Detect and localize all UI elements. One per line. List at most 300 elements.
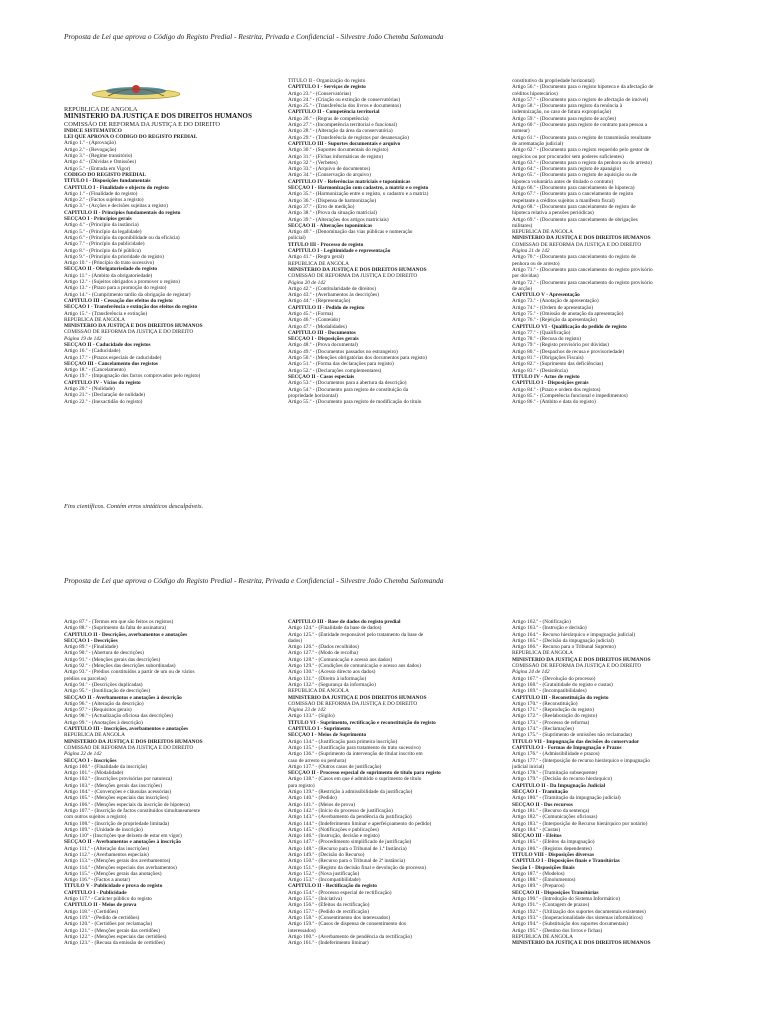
toc-line: REPÚBLICA DE ANGOLA (288, 260, 349, 267)
toc-line: Artigo 139.º - (Restrição à admissibilidade da justificação) (288, 789, 413, 796)
toc-line: SECÇÃO I - Transferência e extinção dos efeitos do registo (64, 304, 198, 311)
page-header: Proposta de Lei que aprova o Código do Registo Predial - Restrita, Privada e Confidencial - Silvestre João Chemba Salomanda (64, 32, 444, 41)
toc-line: CAPÍTULO II - Descrições, averbamentos e anotações (64, 631, 188, 638)
toc-line: Artigo 104.º - (Convenções e cláusulas acessórias) (64, 789, 172, 796)
toc-line: Artigo 78.º - (Recusa do registo) (512, 336, 582, 343)
toc-line: TÍTULO VII - Impugnação das decisões do conservador (512, 738, 640, 745)
toc-line: MINISTÉRIO DA JUSTIÇA E DOS DIREITOS HUMANOS (288, 694, 427, 701)
toc-line: CAPÍTULO III - Suportes documentais e arquivo (288, 140, 401, 147)
toc-line: Artigo 168.º - (Gratuitidade do registo e custas) (512, 681, 613, 688)
toc-line: prédios ou parcelas) (64, 675, 107, 682)
toc-line: CAPÍTULO II - Da Impugnação Judicial (512, 782, 606, 789)
toc-line: TÍTULO IV - Actos de registo (512, 373, 580, 380)
toc-line: SECÇÃO II - Obrigatoriedade do registo (64, 266, 158, 273)
toc-line: Página 22 de 142 (64, 751, 102, 758)
toc-line: Artigo 89.º - (Finalidade) (64, 644, 118, 651)
toc-line: Artigo 162.º - (Notificação) (512, 619, 571, 625)
toc-line: Artigo 42.º - (Contitularidade de direitos) (288, 285, 376, 292)
toc-line: hipoteca relativa a pensões periódicas) (512, 210, 594, 217)
toc-line: Artigo 30.º - (Suportes documentais do registo) (288, 147, 389, 154)
toc-line: Artigo 21.º - (Declaração de nulidade) (64, 392, 146, 399)
toc-line: Artigo 35.º - (Harmonização entre o registo, o cadastro e a matriz) (288, 191, 429, 198)
toc-line: Artigo 45.º - (Forma) (288, 310, 334, 317)
toc-line: constitutivo da propriedade horizontal) (512, 78, 595, 84)
page1-column-1 (64, 80, 276, 460)
toc-line: Artigo 123.º - (Recusa da emissão de certidões) (64, 940, 165, 947)
toc-line: Artigo 127.º - (Modo de recolha) (288, 650, 358, 657)
toc-line: Artigo 134.º - (Justificação para primeira inscrição) (288, 738, 398, 745)
toc-line: Artigo 87.º - (Termos em que são feitos os registos) (64, 619, 174, 625)
toc-line: LEI QUE APROVA O CÓDIGO DO REGISTO PREDIAL (64, 134, 198, 141)
toc-line: nomear) (512, 128, 530, 135)
toc-line: Artigo 60.º - (Documento para registo de contrato para pessoa a (512, 122, 648, 129)
toc-line: Artigo 125.º - (Entidade responsável pelo tratamento da base de (288, 631, 424, 638)
toc-line: Artigo 1.º - (Finalidade do registo) (64, 190, 138, 197)
toc-line: Artigo 61.º - (Documento para o registo de transmissão resultante (512, 134, 652, 141)
toc-line: Artigo 105.º - (Menções especiais das inscrições) (64, 795, 169, 802)
toc-line: Artigo 86.º - (Âmbito e data do registo) (512, 399, 596, 406)
toc-line: policial) (288, 235, 306, 242)
toc-line: Artigo 9.º - (Princípio da prioridade do registo) (64, 253, 164, 260)
toc-line: Artigo 186.º - (Registos dependentes) (512, 845, 592, 852)
toc-line: Artigo 3.º - (Regime transitório) (64, 153, 133, 160)
toc-line: Artigo 95.º - (Inutilização de descrições) (64, 688, 151, 695)
toc-line: Artigo 74.º - (Ordem de apresentação) (512, 304, 594, 311)
toc-line: Artigo 189.º - (Preparos) (512, 883, 565, 890)
toc-line: Artigo 94.º - (Descrições duplicadas) (64, 681, 143, 688)
toc-line: CAPÍTULO IV - Vícios do registo (64, 379, 141, 386)
toc-line: Artigo 31.º - (Fichas informáticas de registo) (288, 153, 384, 160)
toc-line: Artigo 188.º - (Emolumentos) (512, 877, 576, 884)
toc-line: Artigo 164.º - Recurso hierárquico e impugnação judicial) (512, 631, 636, 638)
toc-line: com outros sujeitos a registo) (64, 814, 127, 821)
toc-line: caso de arresto ou penhora) (288, 757, 347, 764)
toc-line: Artigo 59.º - (Documento para registo de acções) (512, 115, 617, 122)
toc-line: Artigo 131.º - (Direito à informação) (288, 675, 367, 682)
toc-line: Artigo 58.º - (Documento para registo da renúncia à (512, 103, 623, 110)
toc-line: interessados) (288, 927, 316, 934)
toc-line: Artigo 69.º - (Documento para cancelamento de obrigações (512, 216, 638, 223)
toc-line: Artigo 122.º - (Menções especiais das certidões) (64, 933, 167, 940)
toc-line: Artigo 76.º - (Rejeição da apresentação) (512, 317, 597, 324)
toc-line: Artigo 181.º - (Recurso da sentença) (512, 807, 590, 814)
toc-line: Artigo 108.º - (Inscrição de propriedade limitada) (64, 820, 170, 827)
toc-line: Artigo 75.º - (Omissão de anotação da apresentação) (512, 310, 624, 317)
toc-line: Artigo 66.º - (Documento para cancelamento de hipoteca) (512, 185, 635, 192)
toc-line: CAPÍTULO II - Pedido de registo (288, 304, 365, 311)
toc-line: Artigo 163.º - (Instrução e decisão) (512, 625, 587, 632)
toc-line: Artigo 174.º - (Reclamações) (512, 726, 574, 733)
toc-line: Artigo 172.º - (Reelaboração do registo) (512, 713, 598, 720)
toc-line: Artigo 99.º - (Anotações à descrição) (64, 719, 143, 726)
toc-line: Artigo 128.º - (Comunicação e acesso aos dados) (288, 656, 393, 663)
toc-line: respeitante a créditos sujeitos a manifesto fiscal) (512, 197, 615, 204)
toc-line: Artigo 145.º - (Notificações e publicações) (288, 826, 379, 833)
toc-line: Artigo 176.º - (Admissibilidade e prazos) (512, 751, 600, 758)
toc-line: SECÇÃO II - Averbamentos e anotações à descrição (64, 694, 182, 701)
toc-line: Artigo 121.º - (Menções gerais das certidões) (64, 927, 160, 934)
toc-line: Artigo 84.º - (Prazo e ordem dos registos) (512, 386, 601, 393)
toc-line: MINISTÉRIO DA JUSTIÇA E DOS DIREITOS HUMANOS (512, 940, 651, 947)
toc-line: Artigo 50.º - (Menções obrigatórias dos documentos para registo) (288, 355, 427, 362)
toc-line: Artigo 133.º - (Sigilo) (288, 713, 335, 720)
toc-line: Secção I - Disposições finais (512, 864, 575, 871)
toc-line: Artigo 103.º - (Menções gerais das inscrições) (64, 782, 162, 789)
toc-line: Página 24 de 142 (512, 669, 550, 676)
toc-line: Artigo 14.º - (Cumprimento tardio da obrigação de registar) (64, 291, 191, 298)
toc-line: Artigo 5.º - (Entrada em Vigor) (64, 165, 131, 172)
toc-line: MINISTÉRIO DA JUSTIÇA E DOS DIREITOS HUMANOS (512, 656, 651, 663)
toc-line: Artigo 90.º - (Abertura de descrições) (64, 650, 144, 657)
toc-line: SECÇÃO I - Inscrições (64, 757, 117, 764)
toc-line: Artigo 34.º - (Conservação do arquivo) (288, 172, 371, 179)
toc-line: SECÇÃO III - Efeitos (512, 833, 562, 840)
toc-line: MINISTÉRIO DA JUSTIÇA E DOS DIREITOS HUMANOS (512, 235, 651, 242)
toc-line: SECÇÃO II - Disposições Transitórias (512, 889, 599, 896)
toc-line: Artigo 4.º - (Princípio da instância) (64, 222, 139, 229)
toc-line: por dúvidas) (512, 273, 539, 280)
toc-line: CAPÍTULO IV - Referências matriciais e toponímicas (288, 178, 411, 185)
toc-line: Página 19 de 142 (64, 335, 102, 342)
toc-line: TÍTULO VI - Suprimento, rectificação e reconstituição do registo (288, 719, 436, 726)
toc-line: TÍTULO I - Disposições fundamentais (64, 178, 151, 185)
toc-line: Artigo 17.º - (Prazos especiais de caducidade) (64, 354, 162, 361)
toc-line: Artigo 194.º - (Substituição dos suportes documentais) (512, 921, 628, 928)
toc-line: Artigo 46.º - (Conteúdo) (288, 317, 340, 324)
toc-line: Artigo 24.º - (Criação ou extinção de conservatórias) (288, 96, 400, 103)
toc-line: Artigo 70.º - (Documento para cancelamento do registo de (512, 254, 636, 261)
toc-line: SECÇÃO II - Caducidade dos registos (64, 341, 151, 348)
toc-line: Artigo 79.º - (Registo provisório por dúvidas) (512, 342, 609, 349)
toc-line: CAPÍTULO II - Princípios fundamentais do registo (64, 209, 181, 216)
page1-column-2 (288, 78, 500, 478)
toc-line: Artigo 180.º - (Tramitação da impugnação judicial) (512, 795, 621, 802)
toc-line: Artigo 161.º - (Indeferimento liminar) (288, 940, 369, 947)
toc-line: Artigo 54.º - (Documento para registo de constituição da (288, 386, 409, 393)
toc-line: Página 23 de 142 (288, 707, 326, 714)
toc-line: CAPÍTULO I - Legitimidade e representação (288, 248, 391, 255)
toc-line: REPÚBLICA DE ANGOLA (512, 650, 573, 657)
toc-line: Artigo 179.º - (Decisão do recurso hierárquico) (512, 776, 613, 783)
toc-line: Artigo 12.º - (Sujeitos obrigados a promover o registo) (64, 279, 180, 286)
toc-line: Artigo 148.º - (Recurso para o Tribunal de 1.ª Instância) (288, 845, 407, 852)
toc-line: TÍTULO V - Publicidade e prova do registo (64, 883, 163, 890)
toc-line: Artigo 167.º - (Devolução do processo) (512, 675, 596, 682)
toc-line: indemnização, no caso de futura expropriação) (512, 109, 612, 116)
toc-line: Artigo 140.º - (Pedido) (288, 795, 337, 802)
toc-line: CAPÍTULO III - Inscrições, averbamentos e anotações (64, 726, 189, 733)
toc-line: Artigo 171.º - (Reprodução do registo) (512, 707, 594, 714)
republic-emblem-logo (88, 80, 184, 102)
page1-column-3-lines (512, 78, 724, 405)
toc-line: Artigo 37.º - (Erro de medição) (288, 203, 355, 210)
toc-line: COMISSÃO DE REFORMA DA JUSTIÇA E DO DIREITO (288, 273, 418, 280)
toc-line: Artigo 190.º - (Introdução do Sistema Informático) (512, 896, 620, 903)
toc-line: Artigo 43.º - (Averbamentos às descrições) (288, 292, 379, 299)
toc-line: Artigo 115.º - (Menções gerais das anotações) (64, 870, 162, 877)
toc-line: Artigo 132.º - (Segurança da informação) (288, 681, 376, 688)
toc-line: Artigo 72.º - (Documento para cancelamento do registo provisório (512, 279, 653, 286)
toc-line: Artigo 22.º - (Inexactidão do registo) (64, 398, 143, 405)
toc-line: créditos hipotecários) (512, 90, 558, 97)
toc-line: SECÇÃO II - Dos recursos (512, 801, 573, 808)
toc-line: CAPÍTULO III - Reconstituição do registo (512, 694, 609, 701)
toc-line: Artigo 4.º - (Dúvidas e Omissões) (64, 159, 136, 166)
toc-line: COMISSÃO DE REFORMA DA JUSTIÇA E DO DIREITO (64, 744, 194, 751)
toc-line: para registo) (288, 782, 315, 789)
toc-line: COMISSÃO DE REFORMA DA JUSTIÇA E DO DIREITO (512, 241, 642, 248)
toc-line: de acção) (512, 285, 533, 292)
toc-line: Artigo 175.º - (Suprimento de omissões não reclamadas) (512, 732, 632, 739)
toc-line: Artigo 126.º - (Dados recolhidos) (288, 644, 359, 651)
toc-line: REPÚBLICA DE ANGOLA (64, 732, 125, 739)
page2-column-3 (512, 619, 724, 1024)
page2-column-3-lines (512, 619, 724, 946)
toc-line: Artigo 165.º - (Decisão da impugnação judicial) (512, 637, 614, 644)
toc-line: MINISTÉRIO DA JUSTIÇA E DOS DIREITOS HUMANOS (64, 113, 252, 121)
toc-line: Página 20 de 142 (288, 279, 326, 286)
toc-line: Artigo 52.º - (Declarações complementares) (288, 367, 382, 374)
toc-line: REPÚBLICA DE ANGOLA (64, 316, 125, 323)
toc-line: Artigo 65.º - (Documento para o registo de aquisição ou de (512, 172, 638, 179)
toc-line: Artigo 18.º - (Cancelamento) (64, 367, 126, 374)
toc-line: Artigo 68.º - (Documento para cancelamento de registo de (512, 203, 636, 210)
toc-line: Artigo 195.º - (Destino dos livros e fichas) (512, 927, 603, 934)
toc-line: Artigo 142.º - (Início do processo de justificação) (288, 807, 393, 814)
toc-line: SECÇÃO III - Cancelamento dos registos (64, 360, 158, 367)
toc-line: Artigo 191.º - (Contagem de prazos) (512, 902, 590, 909)
toc-line: Artigo 83.º - (Desistência) (512, 367, 568, 374)
toc-line: Artigo 135.º - (Justificação para tratamento do trato sucessivo) (288, 744, 421, 751)
toc-line: Artigo 178.º - (Tramitação subsequente) (512, 770, 598, 777)
page1-column-2-lines (288, 78, 500, 405)
toc-line: Artigo 27.º - (Incompetência territorial e funcional) (288, 122, 397, 129)
page2-column-1 (64, 619, 276, 1024)
toc-line: militares) (512, 222, 533, 229)
toc-line: Artigo 150.º - (Recurso para o Tribunal de 2ª instância) (288, 858, 405, 865)
toc-line: Artigo 100.º - (Finalidade da inscrição) (64, 763, 148, 770)
toc-line: Artigo 62.º - (Documento para o registo requerido pelo gestor de (512, 147, 650, 154)
toc-line: SECÇÃO I - Tramitação (512, 789, 568, 796)
toc-line: COMISSÃO DE REFORMA DA JUSTIÇA E DO DIREITO (288, 700, 418, 707)
toc-line: Artigo 63.º - (Documento para o registo da penhora ou do arresto) (512, 159, 652, 166)
toc-line: Artigo 49.º - (Documentos passados no estrangeiro) (288, 348, 398, 355)
toc-line: Artigo 82.º - (Suprimento das deficiências) (512, 361, 604, 368)
toc-line: Artigo 118.º - (Certidões) (64, 908, 119, 915)
page-2 (0, 560, 768, 1024)
toc-line: dados) (288, 637, 303, 644)
page1-column-1-heading (64, 106, 276, 128)
toc-line: CAPÍTULO I - Finalidade e objecto do registo (64, 184, 169, 191)
toc-line: Artigo 136.º - (Suprimento da intervenção de titular inscrito em (288, 751, 423, 758)
toc-line: CAPÍTULO II - Rectificação do registo (288, 883, 377, 890)
toc-line: Artigo 119.º - (Pedido de certidões) (64, 914, 140, 921)
toc-line: Artigo 19.º - (Impugnação dos factos comprovados pelo registo) (64, 373, 201, 380)
toc-line: CAPÍTULO VI - Qualificação do pedido de registo (512, 323, 627, 330)
toc-line: Artigo 92.º - (Menções das descrições subordinadas) (64, 663, 176, 670)
toc-line: Artigo 28.º - (Alteração da área da conservatória) (288, 128, 393, 135)
toc-line: Artigo 25.º - (Transferência dos livros e documentos) (288, 103, 401, 110)
toc-line: TÍTULO II - Organização do registo (288, 78, 366, 84)
toc-line: Artigo 158.º - (Consentimento dos interessados) (288, 914, 390, 921)
toc-line: COMISSÃO DE REFORMA DA JUSTIÇA E DO DIREITO (512, 663, 642, 670)
toc-line: Artigo 91.º - (Menções gerais das descrições) (64, 656, 161, 663)
toc-line: REPÚBLICA DE ANGOLA (512, 229, 573, 236)
toc-line: CAPÍTULO I - Publicidade (64, 889, 127, 896)
toc-line: SECÇÃO II - Processo especial de suprimento de título para registo (288, 770, 441, 777)
toc-line: Artigo 156.º - (Efeitos da rectificação) (288, 902, 370, 909)
toc-line: Artigo 67.º - (Documento para o cancelamento de registo (512, 191, 634, 198)
toc-line: Artigo 159.º - (Casos de dispensa de consentimento dos (288, 921, 407, 928)
toc-line: Artigo 41.º - (Regra geral) (288, 254, 344, 261)
toc-line: Artigo 13.º - (Prazo para a promoção do registo) (64, 285, 167, 292)
toc-line: CAPÍTULO II - Competência territorial (288, 109, 380, 116)
toc-line: Artigo 36.º - (Dispensa de harmonização) (288, 197, 377, 204)
toc-line: Artigo 57.º - (Documento para o registo de afectação de imóvel) (512, 96, 649, 103)
toc-line: Artigo 5.º - (Princípio da legalidade) (64, 228, 142, 235)
toc-line: Artigo 184.º - (Custas) (512, 826, 561, 833)
toc-line: SECÇÃO I - Disposições gerais (288, 336, 359, 343)
toc-line: Artigo 169.º - (Incompatibilidades) (512, 688, 587, 695)
toc-line: Artigo 144.º - (Indeferimento liminar e aperfeiçoamento do pedido) (288, 820, 432, 827)
page-header: Proposta de Lei que aprova o Código do Registo Predial - Restrita, Privada e Confidencial - Silvestre João Chemba Salomanda (64, 576, 444, 585)
toc-line: Artigo 185.º - (Efeitos da impugnação) (512, 839, 595, 846)
toc-line: Artigo 85.º - (Competência funcional e impedimentos) (512, 392, 628, 399)
toc-line: Artigo 154.º - (Processo especial de rectificação) (288, 889, 392, 896)
toc-line: Artigo 26.º - (Regras de competência) (288, 115, 369, 122)
toc-line: COMISSÃO DE REFORMA DA JUSTIÇA E DO DIREITO (64, 120, 220, 128)
toc-line: Artigo 44.º - (Representação) (288, 298, 351, 305)
toc-line: Artigo 48.º - (Prova documental) (288, 342, 358, 349)
toc-line: Artigo 8.º - (Princípio da fé pública) (64, 247, 141, 254)
toc-line: Artigo 56.º - (Documento para o registo hipoteca e da afectação de (512, 84, 654, 91)
toc-line: Artigo 11.º - (Âmbito da obrigatoriedade) (64, 272, 153, 279)
toc-line: de arrematação judicial) (512, 140, 564, 147)
toc-line: Artigo 143.º - (Averbamento da pendência da justificação) (288, 814, 412, 821)
toc-line: negócios ou por procurador sem poderes suficientes) (512, 153, 624, 160)
page1-column-3 (512, 78, 724, 478)
toc-line: Artigo 149.º - (Decisão do Recurso) (288, 851, 365, 858)
toc-line: CAPÍTULO I - Suprimento (288, 726, 351, 733)
toc-line: Artigo 153.º - (Incompatibilidade) (288, 877, 361, 884)
toc-line: SECÇÃO II - Alterações toponímicas (288, 222, 373, 229)
toc-line: Artigo 93.º - (Prédios constituídos a partir de um ou de vários (64, 669, 195, 676)
toc-line: Artigo 116.º - (Factos a anotar) (64, 877, 130, 884)
toc-line: Artigo 173.º - (Processo de reforma) (512, 719, 590, 726)
toc-line: Artigo 109.º - (Unidade de inscrição) (64, 826, 143, 833)
toc-line: Artigo 111.º - (Alteração das inscrições) (64, 845, 150, 852)
toc-line: Artigo 33.º - (Arquivo de documentos) (288, 166, 371, 173)
toc-line: Artigo 112.º - (Averbamentos especiais) (64, 851, 149, 858)
toc-line: SECÇÃO I - Descrições (64, 637, 118, 644)
toc-line: Artigo 129.º - (Condições de comunicação e acesso aos dados) (288, 663, 421, 670)
toc-line: Artigo 141.º - (Meios de prova) (288, 801, 355, 808)
toc-line: Artigo 114.º - (Menções especiais dos averbamentos) (64, 864, 177, 871)
toc-line: Artigo 177.º - (Interposição de recurso hierárquico e impugnação (512, 757, 650, 764)
toc-line: SECÇÃO I - Meios de Suprimento (288, 732, 367, 739)
toc-line: Artigo 147.º - (Procedimento simplificado de justificação) (288, 839, 412, 846)
toc-line: Artigo 2.º - (Revogação) (64, 146, 117, 153)
toc-line: Artigo 113.º - (Menções gerais dos averbamentos) (64, 858, 171, 865)
toc-line: SECÇÃO I - Harmonização com cadastro, a matriz e o registo (288, 185, 429, 192)
toc-line: SECÇÃO II - Casos especiais (288, 373, 355, 380)
toc-line: judicial inicial) (512, 763, 545, 770)
toc-line: Artigo 193.º - (Inoperacionalidade dos sistemas informáticos) (512, 914, 643, 921)
toc-line: Artigo 130.º - (Acesso directo aos dados) (288, 669, 376, 676)
toc-line: Artigo 146.º - (Instrução, decisão e registo) (288, 833, 380, 840)
toc-line: Artigo 15.º - (Transferência e extinção) (64, 310, 148, 317)
page2-column-2 (288, 619, 500, 1024)
toc-line: Artigo 51.º - (Forma das declarações para registo) (288, 361, 394, 368)
toc-line: Artigo 107.º - (Inscrição de factos constituídos simultaneamente (64, 807, 201, 814)
toc-line: Artigo 6.º - (Princípio da oponibilidade ou da eficácia) (64, 234, 180, 241)
toc-line: Artigo 47.º - (Modalidades) (288, 323, 347, 330)
toc-line: Artigo 1.º - (Aprovação) (64, 140, 116, 147)
toc-line: Artigo 10.º - (Princípio do trato sucessivo) (64, 260, 155, 267)
toc-line: SECÇÃO II - Averbamentos e anotações à inscrição (64, 839, 181, 846)
toc-line: Artigo 16.º - (Caducidade) (64, 348, 121, 355)
toc-line: hipoteca voluntária antes de titulado o contrato) (512, 178, 614, 185)
toc-line: TÍTULO III - Processo de registo (288, 241, 364, 248)
toc-line: Artigo 106.º - (Menções especiais da inscrição de hipoteca) (64, 801, 190, 808)
toc-line: Artigo 166.º - Recurso para o Tribunal Supremo) (512, 644, 616, 651)
toc-line: ÍNDICE SISTEMÁTICO (64, 127, 122, 134)
toc-line: Artigo 39.º - (Alterações dos artigos matriciais) (288, 216, 389, 223)
toc-line: CAPÍTULO III - Base de dados do registo predial (288, 619, 401, 625)
toc-line: CAPÍTULO I - Disposições gerais (512, 380, 589, 387)
toc-line: Artigo 151.º - (Registo da decisão final e devolução do processo) (288, 864, 426, 871)
toc-line: Artigo 7.º - (Princípio da publicidade) (64, 241, 145, 248)
page1-column-1-lines (64, 128, 276, 405)
toc-line: Artigo 81.º - (Obrigações Fiscais) (512, 355, 584, 362)
toc-line: Artigo 88.º - (Suprimento da falta de assinatura) (64, 625, 166, 632)
toc-line: Artigo 77.º - (Qualificação) (512, 329, 571, 336)
toc-line: CAPÍTULO I - Disposições finais e Transitórias (512, 858, 620, 865)
toc-line: Artigo 155.º - (Iniciativa) (288, 896, 343, 903)
toc-line: Artigo 73.º - (Anotação de apresentação) (512, 298, 599, 305)
toc-line: Artigo 97.º - (Requisitos gerais) (64, 707, 132, 714)
toc-line: Artigo 192.º - (Utilização dos suportes documentais existentes) (512, 908, 646, 915)
toc-line: Artigo 102.º - (Inscrições provisórias por natureza) (64, 776, 172, 783)
toc-line: CAPÍTULO I - Formas de Impugnação e Prazos (512, 744, 622, 751)
toc-line: Artigo 64.º - (Documento para registo de apanágio) (512, 166, 622, 173)
toc-line: MINISTÉRIO DA JUSTIÇA E DOS DIREITOS HUMANOS (64, 738, 203, 745)
toc-line: Artigo 71.º - (Documento para cancelamento do registo provisório (512, 266, 653, 273)
toc-line: Artigo 53.º - (Documentos para a abertura da descrição) (288, 380, 407, 387)
toc-line: Artigo 29.º - (Transferência de registos por desanexação) (288, 134, 409, 141)
toc-line: Artigo 32.º - (Verbetes) (288, 159, 338, 166)
toc-line: Página 21 de 142 (512, 248, 550, 255)
toc-line: CAPÍTULO V - Apresentação (512, 292, 580, 299)
toc-line: penhora ou de arresto) (512, 260, 560, 267)
toc-line: Artigo 98.º - (Actualização oficiosa das descrições) (64, 713, 173, 720)
page2-column-2-lines (288, 619, 500, 946)
toc-line: Artigo 120.º - (Certidões por reclamação) (64, 921, 153, 928)
toc-line: Artigo 138.º - (Casos em que é admitido o suprimento de título (288, 776, 422, 783)
toc-line: Artigo 40.º - (Denominação das vias públicas e numeração (288, 229, 413, 236)
toc-line: REPÚBLICA DE ANGOLA (64, 106, 138, 114)
toc-line: Artigo 23.º - (Conservatórias) (288, 90, 352, 97)
page2-column-1-lines (64, 619, 276, 946)
toc-line: CAPÍTULO II - Meios de prova (64, 902, 137, 909)
toc-line: CAPÍTULO III - Cessação dos efeitos do registo (64, 297, 173, 304)
toc-line: Artigo 20.º - (Nulidade) (64, 386, 115, 393)
toc-line: MINISTÉRIO DA JUSTIÇA E DOS DIREITOS HUMANOS (64, 323, 203, 330)
toc-line: propriedade horizontal) (288, 392, 338, 399)
toc-line: TÍTULO VIII - Disposições diversas (512, 851, 595, 858)
toc-line: Artigo 55.º - (Documento para registo de modificação do título (288, 399, 422, 406)
toc-line: Artigo 110º - (Inscrições que deixem de estar em vigor) (64, 833, 182, 840)
